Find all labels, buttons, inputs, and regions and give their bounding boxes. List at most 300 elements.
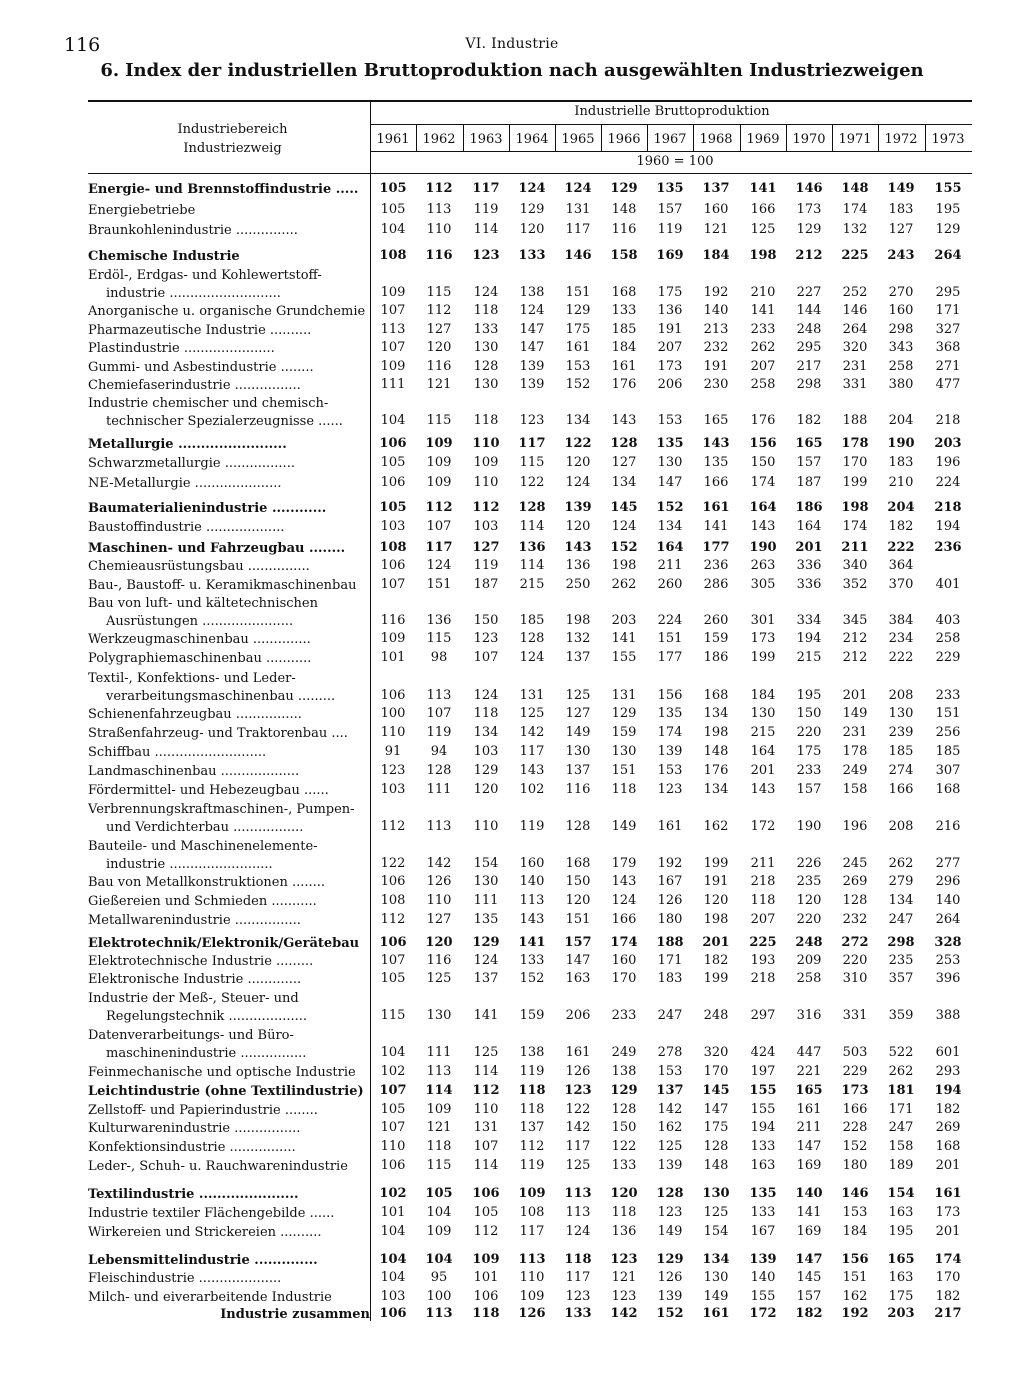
value-cell: 264 [935, 912, 961, 927]
value-cell: 133 [564, 1306, 592, 1321]
value-cell: 229 [935, 650, 961, 665]
value-cell: 142 [565, 1120, 591, 1135]
value-cell: 104 [425, 1252, 453, 1267]
value-cell: 155 [750, 1289, 776, 1304]
value-cell: 106 [473, 1289, 499, 1304]
value-cell: 256 [935, 725, 961, 740]
row-label [88, 519, 370, 537]
value-cell: 128 [842, 893, 868, 908]
value-cell: 141 [518, 935, 546, 950]
value-cell: 105 [380, 971, 406, 986]
value-cell: 218 [750, 971, 776, 986]
value-cell: 164 [796, 519, 822, 534]
value-cell: 161 [611, 359, 637, 374]
value-cell: 182 [935, 1102, 961, 1117]
value-cell: 120 [425, 935, 453, 950]
value-cell: 141 [473, 1008, 499, 1023]
value-cell: 114 [473, 1064, 499, 1079]
value-cell: 297 [750, 1008, 776, 1023]
value-cell: 139 [519, 359, 545, 374]
value-cell: 225 [841, 248, 869, 263]
value-cell: 118 [611, 1205, 637, 1220]
value-cell: 271 [935, 359, 961, 374]
value-cell: 184 [611, 340, 637, 355]
row-label-line: Energiebetriebe [88, 203, 196, 218]
row-label [88, 1083, 370, 1101]
value-cell: 174 [750, 475, 776, 490]
value-cell: 352 [842, 577, 868, 592]
value-cell: 109 [472, 1252, 500, 1267]
value-cell: 132 [842, 222, 868, 237]
value-cell: 114 [519, 519, 545, 534]
table-row [0, 577, 1024, 595]
row-label [88, 540, 370, 558]
table-row [0, 436, 1024, 454]
value-cell: 217 [934, 1306, 962, 1321]
value-cell: 115 [426, 1158, 452, 1173]
value-cell: 160 [519, 856, 545, 871]
value-cell: 157 [796, 1289, 822, 1304]
value-cell: 298 [887, 935, 915, 950]
value-cell: 109 [380, 285, 406, 300]
value-cell: 156 [841, 1252, 869, 1267]
value-cell: 101 [380, 1205, 406, 1220]
row-label-line: Werkzeugmaschinenbau .............. [88, 632, 311, 647]
value-cell: 270 [888, 285, 914, 300]
value-cell: 126 [426, 874, 452, 889]
value-cell: 340 [842, 558, 868, 573]
table-row [0, 838, 1024, 874]
value-cell: 133 [611, 1158, 637, 1173]
value-cell: 135 [656, 436, 684, 451]
row-label-line: Elektrotechnische Industrie ......... [88, 954, 314, 969]
value-cell: 198 [565, 613, 591, 628]
value-cell: 120 [519, 222, 545, 237]
value-cell: 131 [565, 202, 591, 217]
value-cell: 174 [610, 935, 638, 950]
value-cell: 162 [703, 819, 729, 834]
value-cell: 135 [656, 181, 684, 196]
value-cell: 124 [565, 475, 591, 490]
row-label-line: Leder-, Schuh- u. Rauchwarenindustrie [88, 1159, 348, 1174]
value-cell: 187 [473, 577, 499, 592]
value-cell: 157 [796, 455, 822, 470]
value-cell: 221 [796, 1064, 822, 1079]
value-cell: 181 [887, 1083, 915, 1098]
value-cell: 164 [749, 500, 777, 515]
value-cell: 215 [796, 650, 822, 665]
value-cell: 123 [519, 413, 545, 428]
value-cell: 159 [611, 725, 637, 740]
value-cell: 208 [888, 819, 914, 834]
value-cell: 118 [611, 782, 637, 797]
value-cell: 123 [657, 782, 683, 797]
value-cell: 199 [703, 971, 729, 986]
row-label [88, 248, 370, 266]
value-cell: 231 [842, 359, 868, 374]
value-cell: 175 [565, 322, 591, 337]
value-cell: 125 [519, 706, 545, 721]
row-label-line: Anorganische u. organische Grundchemie [88, 304, 366, 319]
table-row [0, 455, 1024, 473]
value-cell: 103 [380, 1289, 406, 1304]
value-cell: 164 [656, 540, 684, 555]
value-cell: 121 [611, 1270, 637, 1285]
value-cell: 195 [888, 1224, 914, 1239]
table-row [0, 1270, 1024, 1288]
value-cell: 250 [565, 577, 591, 592]
value-cell: 384 [888, 613, 914, 628]
value-cell: 129 [610, 1083, 638, 1098]
value-cell: 258 [750, 377, 776, 392]
value-cell: 125 [657, 1139, 683, 1154]
value-cell: 126 [657, 893, 683, 908]
value-cell: 148 [703, 744, 729, 759]
value-cell: 207 [750, 912, 776, 927]
value-cell: 136 [426, 613, 452, 628]
value-cell: 147 [796, 1139, 822, 1154]
value-cell: 129 [656, 1252, 684, 1267]
value-cell: 169 [796, 1224, 822, 1239]
value-cell: 233 [796, 763, 822, 778]
value-cell: 108 [519, 1205, 545, 1220]
row-label [88, 1186, 370, 1204]
value-cell: 216 [935, 819, 961, 834]
value-cell: 102 [380, 1064, 406, 1079]
row-label-line: Plastindustrie ...................... [88, 341, 275, 356]
row-label-line: Chemiefaserindustrie ................ [88, 378, 301, 393]
value-cell: 106 [380, 688, 406, 703]
value-cell: 262 [750, 340, 776, 355]
value-cell: 174 [934, 1252, 962, 1267]
value-cell: 128 [611, 1102, 637, 1117]
value-cell: 222 [887, 540, 915, 555]
value-cell: 128 [519, 631, 545, 646]
row-label-line: Pharmazeutische Industrie .......... [88, 323, 312, 338]
value-cell: 127 [426, 322, 452, 337]
value-cell: 125 [473, 1045, 499, 1060]
value-cell: 145 [702, 1083, 730, 1098]
row-label-line: Industrie zusammen [220, 1307, 370, 1322]
value-cell: 150 [565, 874, 591, 889]
value-cell: 118 [473, 706, 499, 721]
value-cell: 154 [703, 1224, 729, 1239]
value-cell: 370 [888, 577, 914, 592]
value-cell: 107 [473, 650, 499, 665]
value-cell: 215 [519, 577, 545, 592]
value-cell: 112 [380, 912, 406, 927]
value-cell: 104 [379, 1252, 407, 1267]
value-cell: 173 [841, 1083, 869, 1098]
value-cell: 101 [473, 1270, 499, 1285]
value-cell: 172 [749, 1306, 777, 1321]
value-cell: 113 [565, 1205, 591, 1220]
table-row [0, 519, 1024, 537]
row-label-line: Maschinen- und Fahrzeugbau ........ [88, 541, 346, 556]
value-cell: 203 [611, 613, 637, 628]
value-cell: 258 [935, 631, 961, 646]
row-label [88, 322, 370, 340]
row-label-line: Zellstoff- und Papierindustrie ........ [88, 1103, 318, 1118]
value-cell: 199 [842, 475, 868, 490]
value-cell: 107 [426, 706, 452, 721]
value-cell: 248 [703, 1008, 729, 1023]
table-row [0, 670, 1024, 706]
value-cell: 115 [426, 285, 452, 300]
value-cell: 210 [750, 285, 776, 300]
value-cell: 136 [611, 1224, 637, 1239]
row-label-line: Gießereien und Schmieden ........... [88, 894, 317, 909]
value-cell: 128 [656, 1186, 684, 1201]
value-cell: 112 [426, 303, 452, 318]
value-cell: 109 [425, 436, 453, 451]
stub-header-line-2: Industriezweig [183, 141, 282, 156]
value-cell: 134 [657, 519, 683, 534]
value-cell: 301 [750, 613, 776, 628]
value-cell: 108 [379, 540, 407, 555]
table-row [0, 540, 1024, 558]
value-cell: 106 [472, 1186, 500, 1201]
value-cell: 168 [611, 285, 637, 300]
year-header: 1969 [746, 132, 780, 147]
row-label-line: Elektronische Industrie ............. [88, 972, 302, 987]
page-number: 116 [64, 34, 101, 56]
value-cell: 125 [565, 1158, 591, 1173]
value-cell: 147 [703, 1102, 729, 1117]
value-cell: 143 [611, 874, 637, 889]
value-cell: 105 [379, 500, 407, 515]
value-cell: 116 [426, 953, 452, 968]
value-cell: 132 [565, 631, 591, 646]
value-cell: 264 [934, 248, 962, 263]
table-row [0, 359, 1024, 377]
value-cell: 224 [657, 613, 683, 628]
value-cell: 249 [842, 763, 868, 778]
value-cell: 131 [611, 688, 637, 703]
value-cell: 159 [703, 631, 729, 646]
value-cell: 117 [518, 436, 546, 451]
value-cell: 147 [657, 475, 683, 490]
row-label-line: Feinmechanische und optische Industrie [88, 1065, 356, 1080]
value-cell: 153 [842, 1205, 868, 1220]
value-cell: 111 [473, 893, 499, 908]
value-cell: 195 [935, 202, 961, 217]
value-cell: 109 [380, 631, 406, 646]
row-label-line: maschinenindustrie ................ [106, 1046, 307, 1061]
value-cell: 166 [611, 912, 637, 927]
value-cell: 95 [430, 1270, 448, 1285]
value-cell: 135 [657, 706, 683, 721]
year-header: 1961 [376, 132, 410, 147]
value-cell: 228 [842, 1120, 868, 1135]
value-cell: 104 [380, 222, 406, 237]
value-cell: 295 [796, 340, 822, 355]
row-label-line: Schienenfahrzeugbau ................ [88, 707, 302, 722]
value-cell: 447 [796, 1045, 822, 1060]
value-cell: 215 [750, 725, 776, 740]
value-cell: 139 [749, 1252, 777, 1267]
row-label-line: Bau von luft- und kältetechnischen [88, 596, 318, 611]
row-label [88, 475, 370, 493]
value-cell: 128 [426, 763, 452, 778]
value-cell: 170 [935, 1270, 961, 1285]
value-cell: 168 [935, 1139, 961, 1154]
row-label-line: Milch- und eiverarbeitende Industrie [88, 1290, 332, 1305]
value-cell: 193 [750, 953, 776, 968]
value-cell: 220 [796, 725, 822, 740]
value-cell: 183 [888, 455, 914, 470]
value-cell: 149 [611, 819, 637, 834]
value-cell: 130 [750, 706, 776, 721]
value-cell: 109 [473, 455, 499, 470]
value-cell: 102 [519, 782, 545, 797]
value-cell: 176 [703, 763, 729, 778]
value-cell: 194 [796, 631, 822, 646]
value-cell: 137 [565, 763, 591, 778]
table-row [0, 1158, 1024, 1176]
value-cell: 123 [611, 1289, 637, 1304]
value-cell: 403 [935, 613, 961, 628]
value-cell: 130 [702, 1186, 730, 1201]
table-row [0, 1064, 1024, 1082]
value-cell: 296 [935, 874, 961, 889]
value-cell: 109 [518, 1186, 546, 1201]
value-cell: 129 [473, 763, 499, 778]
value-cell: 116 [425, 248, 453, 263]
value-cell: 211 [657, 558, 683, 573]
table-row [0, 1224, 1024, 1242]
row-label-line: Verbrennungskraftmaschinen-, Pumpen- [88, 802, 355, 817]
value-cell: 152 [842, 1139, 868, 1154]
row-label-line: Regelungstechnik ................... [106, 1009, 308, 1024]
row-label [88, 953, 370, 971]
row-label-line: Bauteile- und Maschinenelemente- [88, 839, 318, 854]
value-cell: 162 [842, 1289, 868, 1304]
value-cell: 118 [564, 1252, 592, 1267]
table-row [0, 500, 1024, 518]
table-row [0, 782, 1024, 800]
row-label [88, 436, 370, 454]
value-cell: 231 [842, 725, 868, 740]
value-cell: 109 [380, 359, 406, 374]
value-cell: 194 [934, 1083, 962, 1098]
value-cell: 117 [472, 181, 500, 196]
value-cell: 171 [935, 303, 961, 318]
value-cell: 134 [888, 893, 914, 908]
value-cell: 207 [750, 359, 776, 374]
row-label-line: Industrie textiler Flächengebilde ...... [88, 1206, 335, 1221]
value-cell: 105 [380, 455, 406, 470]
value-cell: 136 [518, 540, 546, 555]
row-label [88, 377, 370, 395]
value-cell: 212 [795, 248, 823, 263]
value-cell: 101 [380, 650, 406, 665]
value-cell: 140 [519, 874, 545, 889]
value-cell: 111 [380, 377, 406, 392]
table-row [0, 1120, 1024, 1138]
value-cell: 139 [657, 1158, 683, 1173]
value-cell: 184 [750, 688, 776, 703]
row-label-line: NE-Metallurgie ..................... [88, 476, 282, 491]
value-cell: 156 [657, 688, 683, 703]
table-row [0, 1027, 1024, 1063]
value-cell: 122 [564, 436, 592, 451]
value-cell: 163 [888, 1270, 914, 1285]
value-cell: 155 [611, 650, 637, 665]
value-cell: 243 [887, 248, 915, 263]
value-cell: 103 [473, 744, 499, 759]
value-cell: 123 [565, 1289, 591, 1304]
value-cell: 129 [610, 181, 638, 196]
row-label-line: Textilindustrie ...................... [88, 1187, 299, 1202]
value-cell: 133 [473, 322, 499, 337]
value-cell: 118 [519, 1102, 545, 1117]
value-cell: 160 [703, 202, 729, 217]
table-title-text: Index der industriellen Bruttoproduktion nach ausgewählten Industriezweigen [125, 60, 924, 81]
value-cell: 152 [565, 377, 591, 392]
value-cell: 197 [750, 1064, 776, 1079]
value-cell: 191 [703, 874, 729, 889]
value-cell: 124 [426, 558, 452, 573]
value-cell: 106 [380, 874, 406, 889]
value-cell: 278 [657, 1045, 683, 1060]
value-cell: 152 [519, 971, 545, 986]
value-cell: 149 [565, 725, 591, 740]
value-cell: 307 [935, 763, 961, 778]
value-cell: 124 [473, 285, 499, 300]
value-cell: 185 [935, 744, 961, 759]
table-row [0, 475, 1024, 493]
value-cell: 298 [796, 377, 822, 392]
value-cell: 161 [796, 1102, 822, 1117]
row-label [88, 222, 370, 240]
value-cell: 104 [380, 1224, 406, 1239]
row-label [88, 595, 370, 631]
value-cell: 198 [703, 725, 729, 740]
value-cell: 137 [656, 1083, 684, 1098]
value-cell: 179 [611, 856, 637, 871]
value-cell: 113 [426, 1064, 452, 1079]
value-cell: 111 [426, 782, 452, 797]
value-cell: 201 [935, 1224, 961, 1239]
value-cell: 176 [611, 377, 637, 392]
value-cell: 298 [888, 322, 914, 337]
value-cell: 272 [841, 935, 869, 950]
value-cell: 124 [564, 181, 592, 196]
value-cell: 274 [888, 763, 914, 778]
value-cell: 129 [796, 222, 822, 237]
row-label-line: Bau-, Baustoff- u. Keramikmaschinenbau [88, 578, 357, 593]
value-cell: 248 [796, 322, 822, 337]
value-cell: 152 [610, 540, 638, 555]
row-label [88, 1158, 370, 1176]
row-label [88, 990, 370, 1026]
value-cell: 138 [519, 1045, 545, 1060]
value-cell: 119 [473, 202, 499, 217]
row-label [88, 1224, 370, 1242]
value-cell: 123 [380, 763, 406, 778]
value-cell: 142 [610, 1306, 638, 1321]
value-cell: 207 [657, 340, 683, 355]
row-label [88, 1120, 370, 1138]
value-cell: 106 [379, 1306, 407, 1321]
value-cell: 152 [656, 1306, 684, 1321]
value-cell: 109 [426, 1224, 452, 1239]
value-cell: 334 [796, 613, 822, 628]
value-cell: 149 [842, 706, 868, 721]
value-cell: 100 [380, 706, 406, 721]
value-cell: 139 [657, 1289, 683, 1304]
